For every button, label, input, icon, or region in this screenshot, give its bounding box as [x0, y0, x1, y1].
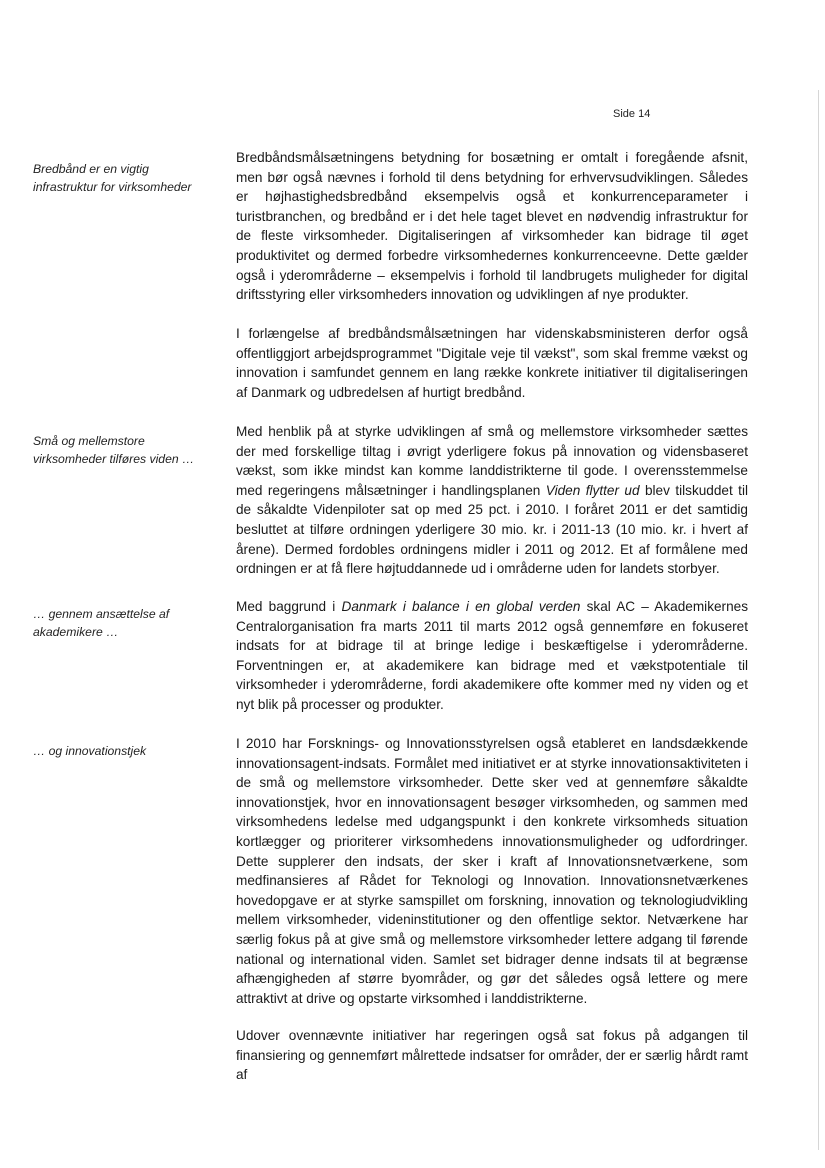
paragraph-academics	[236, 597, 748, 715]
paragraph-videnpiloter	[236, 422, 748, 579]
margin-note-broadband: Bredbånd er en vigtig infrastruktur for virksomheder	[33, 162, 192, 194]
paragraph-text: Med baggrund i	[236, 599, 342, 614]
paragraph-text: Med henblik på at styrke udviklingen af små og mellemstore virksomheder sættes der med forskellige tiltag i øvrigt yderligere fokus på innovation og vidensbaseret vækst, som ikke mindst kan komme landdistrikterne til gode. I overensstemmelse med regeringens målsætninger i handlingsplanen	[236, 424, 748, 498]
paragraph-broadband: Bredbåndsmålsætningens betydning for bosætning er omtalt i foregående afsnit, men bør også nævnes i forhold til dens betydning for erhvervsudviklingen. Således er højhastighedsbredbånd eksempelvis også et konkurrenceparameter i turistbranchen, og bredbånd er i det hele taget blevet en nødvendig infrastruktur for de fleste virksomheder. Digitaliseringen af virksomheder kan bidrage til øget produktivitet og dermed forbedre virksomhedernes konkurrenceevne. Dette gælder også i yderområderne – eksempelvis i forhold til landbrugets muligheder for digital driftsstyring eller virksomheders innovation og udviklingen af nye produkter.	[236, 150, 748, 303]
publication-title: Danmark i balance i en global verden	[341, 599, 581, 614]
page-number: Side 14	[613, 108, 651, 120]
publication-title: Viden flytter ud	[545, 482, 640, 498]
margin-note-innovation-check: … og innovationstjek	[33, 744, 147, 758]
paragraph-digital-program: I forlængelse af bredbåndsmålsætningen har videnskabsministeren derfor også offentliggjort arbejdsprogrammet "Digitale veje til vækst", som skal fremme vækst og innovation i samfundet gennem en lang række konkrete initiativer til digitaliseringen af Danmark og udbredelsen af hurtigt bredbånd.	[236, 326, 748, 400]
paragraph-text: skal AC – Akademikernes Centralorganisation fra marts 2011 til marts 2012 også gennemføre en fokuseret indsats for at bidrage til at bringe ledige i beskæftigelse i yderområderne. Forventningen er, at akademikere kan bidrage med et vækstpotentiale til virksomheder i yderområderne, fordi akademikere ofte kommer med ny viden og et nyt blik på processer og produkter.	[236, 599, 748, 712]
margin-note-sme-knowledge: Små og mellemstore virksomheder tilføres viden …	[33, 434, 195, 466]
paragraph-text: blev tilskuddet til de såkaldte Videnpiloter sat op med 25 pct. i 2010. I foråret 2011 er det samtidig besluttet at tilføre ordningen yderligere 30 mio. kr. i 2011-13 (10 mio. kr. i hvert af årene). Dermed fordobles ordningens midler i 2011 og 2012. Et af formålene med ordningen er at få flere højtuddannede ud i områderne uden for landets storbyer.	[236, 482, 749, 577]
margin-note-academics: … gennem ansættelse af akademikere …	[33, 607, 170, 639]
paragraph-financing: Udover ovennævnte initiativer har regeringen også sat fokus på adgangen til finansiering og gennemført målrettede indsatser for områder, der er særlig hårdt ramt af	[236, 1028, 748, 1083]
page-edge-rule	[818, 90, 819, 1150]
paragraph-innovation-agents: I 2010 har Forsknings- og Innovationsstyrelsen også etableret en landsdækkende innovationsagent-indsats. Formålet med initiativet er at styrke innovationsaktiviteten i de små og mellemstore virksomheder. Dette sker ved at gennemføre såkaldte innovationstjek, hvor en innovationsagent besøger virksomheden, og sammen med virksomhedens ledelse med udgangspunkt i den konkrete virksomheds situation kortlægger og prioriterer virksomhedens innovationsmuligheder og udfordringer. Dette supplerer den indsats, der sker i kraft af Innovationsnetværkene, som medfinansieres af Rådet for Teknologi og Innovation. Innovationsnetværkenes hovedopgave er at styrke samspillet om forskning, innovation og teknologiudvikling mellem virksomheder, videninstitutioner og den offentlige sektor. Netværkene har særlig fokus på at give små og mellemstore virksomheder lettere adgang til førende national og international viden. Samlet set bidrager denne indsats til at begrænse afhængigheden af større byområder, og gør det således også lettere og mere attraktivt at drive og opstarte virksomhed i landdistrikterne.	[236, 736, 748, 1006]
